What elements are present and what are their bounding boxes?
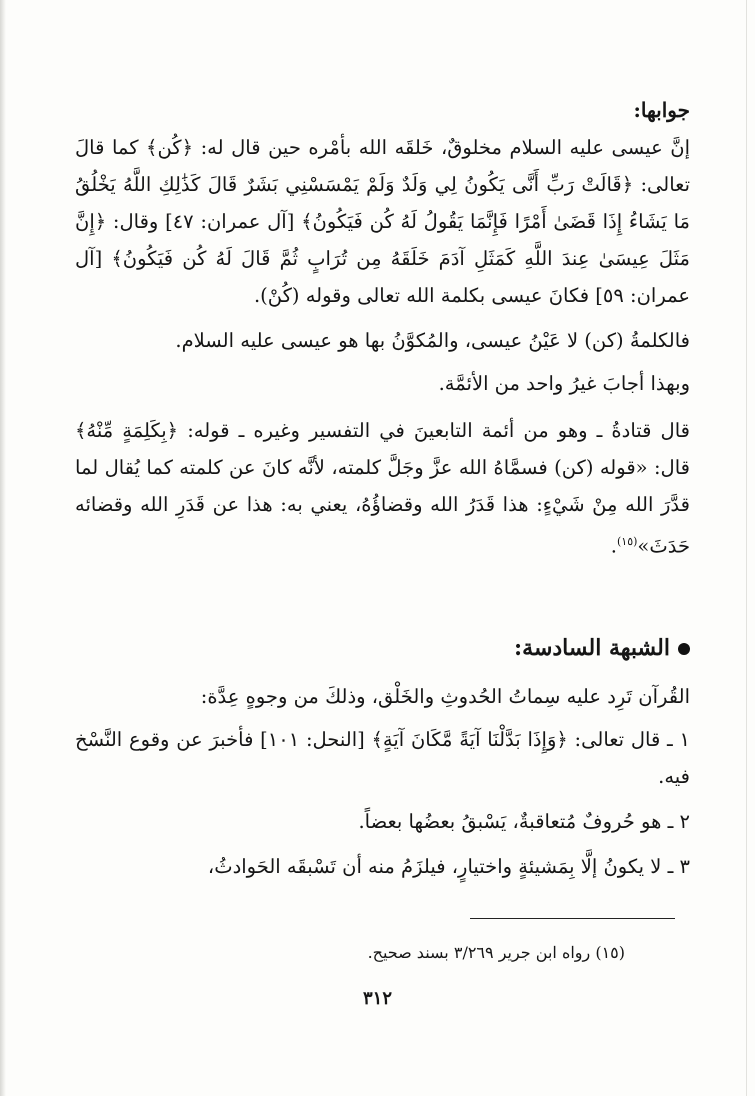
paragraph-3: وبهذا أجابَ غيرُ واحد من الأئمَّة.	[438, 372, 690, 395]
paragraph-4-end: .	[610, 534, 617, 558]
objection-section	[75, 678, 690, 885]
paragraph-5: القُرآن تَرِد عليه سِماتُ الحُدوثِ والخَلْق، وذلكَ من وجوهٍ عِدَّة:	[200, 685, 690, 708]
answer-section	[75, 92, 690, 565]
point-3: ٣ ـ لا يكونُ إلَّا بِمَشيئةٍ واختيارٍ، فيلزَمُ منه أن تَسْبقَه الحَوادثُ،	[207, 855, 690, 878]
qatada-quote: قال قتادةُ ـ وهو من أئمة التابعينَ في التفسير وغيره ـ قوله: ﴿بِكَلِمَةٍ مِّنْهُ﴾ قال: «قوله (كن) فسمَّاهُ الله عزَّ وجَلَّ كلمته، لأنَّه كانَ عن كلمته كما يُقال لما قدَّرَ الله مِنْ شَيْءٍ: هذا قَدَرُ الله وقضاؤُهُ، يعني به: هذا عن قَدَرِ الله وقضائه حَدَثَ»	[75, 419, 690, 558]
paragraph-2: فالكلمةُ (كن) لا عَيْنُ عيسى، والمُكوَّنُ بها هو عيسى عليه السلام.	[175, 329, 690, 352]
section-heading	[75, 628, 690, 668]
footnote-divider	[470, 918, 675, 919]
scan-line	[746, 0, 747, 1096]
scan-shadow-edge	[0, 0, 6, 1096]
point-1: ١ ـ قال تعالى: ﴿وَإِذَا بَدَّلْنَا آيَةً مَّكَانَ آيَةٍ﴾ [النحل: ١٠١] فأخبرَ عن وقوع النَّسْخ فيه.	[75, 728, 691, 788]
footnote-ref: (١٥)	[617, 535, 638, 548]
point-2: ٢ ـ هو حُروفٌ مُتعاقبةٌ، يَسْبقُ بعضُها بعضاً.	[358, 810, 690, 833]
paragraph-1: إنَّ عيسى عليه السلام مخلوقٌ، خَلقَه الله بأمْره حين قال له: ﴿كُن﴾ كما قالَ تعالى: ﴿قَالَتْ رَبِّ أَنَّى يَكُونُ لِي وَلَدٌ وَلَمْ يَمْسَسْنِي بَشَرٌ قَالَ كَذَٰلِكِ اللَّهُ يَخْلُقُ مَا يَشَاءُ إِذَا قَضَىٰ أَمْرًا فَإِنَّمَا يَقُولُ لَهُ كُن فَيَكُونُ﴾ [آل عمران: ٤٧] وقال: ﴿إِنَّ مَثَلَ عِيسَىٰ عِندَ اللَّهِ كَمَثَلِ آدَمَ خَلَقَهُ مِن تُرَابٍ ثُمَّ قَالَ لَهُ كُن فَيَكُونُ﴾ [آل عمران: ٥٩] فكانَ عيسى بكلمة الله تعالى وقوله (كُنْ).	[75, 136, 690, 307]
page-number: ٣١٢	[362, 988, 392, 1009]
paragraph-4	[75, 412, 690, 565]
bullet-dot	[678, 643, 690, 655]
heading-text: الشبهة السادسة:	[514, 635, 670, 661]
answer-label: جوابها:	[633, 98, 690, 122]
footnote: (١٥) رواه ابن جرير ٣/٢٦٩ بسند صحيح.	[367, 943, 625, 962]
